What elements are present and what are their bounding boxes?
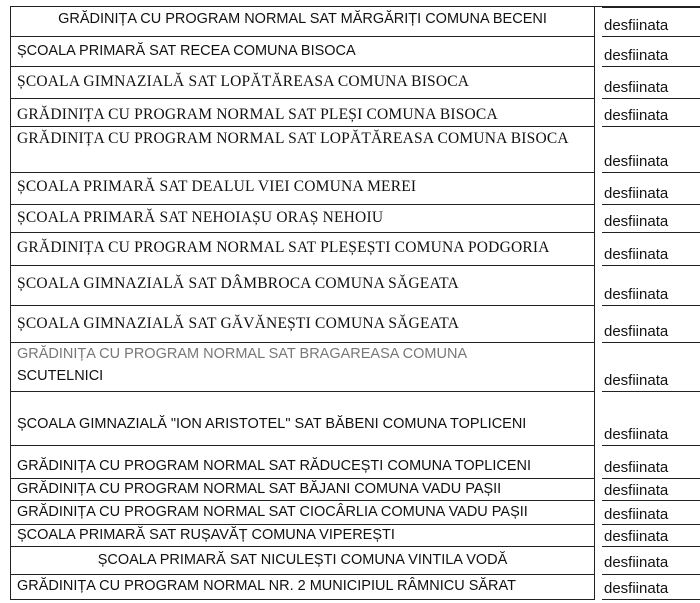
- status-cell: desfiinata: [602, 173, 700, 205]
- table-row: [10, 547, 700, 575]
- status-cell: desfiinata: [602, 205, 700, 233]
- table-row: [10, 479, 700, 501]
- institution-name: GRĂDINIȚA CU PROGRAM NORMAL SAT RĂDUCEȘTI COMUNA TOPLICENI: [10, 446, 595, 479]
- institution-name: GRĂDINIȚA CU PROGRAM NORMAL SAT CIOCÂRLIA COMUNA VADU PAȘII: [10, 501, 595, 525]
- status-cell: desfiinata: [602, 36, 700, 67]
- status-cell: desfiinata: [602, 7, 700, 37]
- institution-name: ȘCOALA GIMNAZIALĂ SAT LOPĂTĂREASA COMUNA BISOCA: [10, 67, 595, 99]
- status-cell: desfiinata: [602, 266, 700, 306]
- institution-name: GRĂDINIȚA CU PROGRAM NORMAL SAT PLEȘI COMUNA BISOCA: [10, 99, 595, 127]
- status-cell: desfiinata: [602, 343, 700, 392]
- institution-name: ȘCOALA GIMNAZIALĂ "ION ARISTOTEL" SAT BĂBENI COMUNA TOPLICENI: [10, 392, 595, 446]
- status-cell: desfiinata: [602, 575, 700, 600]
- table-row: [10, 392, 700, 446]
- status-cell: desfiinata: [602, 501, 700, 525]
- table-row: [10, 306, 700, 343]
- institution-name: ȘCOALA PRIMARĂ SAT RECEA COMUNA BISOCA: [10, 36, 595, 67]
- institution-name: GRĂDINIȚA CU PROGRAM NORMAL SAT LOPĂTĂREASA COMUNA BISOCA: [10, 127, 595, 173]
- institution-name: ȘCOALA GIMNAZIALĂ SAT DÂMBROCA COMUNA SĂGEATA: [10, 266, 595, 306]
- table-row: [10, 173, 700, 205]
- table-row: [10, 127, 700, 173]
- table-row: [10, 343, 700, 392]
- table-row: [10, 575, 700, 600]
- institution-name: ȘCOALA PRIMARĂ SAT NEHOIAȘU ORAȘ NEHOIU: [10, 205, 595, 233]
- table-row: [10, 233, 700, 266]
- table-row: [10, 446, 700, 479]
- institution-name: GRĂDINIȚA CU PROGRAM NORMAL SAT PLEȘEȘTI COMUNA PODGORIA: [10, 233, 595, 266]
- table-row: [10, 67, 700, 99]
- status-cell: desfiinata: [602, 525, 700, 547]
- institution-name: GRĂDINIȚA CU PROGRAM NORMAL SAT BRAGAREASA COMUNA: [17, 346, 468, 362]
- institution-name-cell: [10, 343, 595, 392]
- institution-name: GRĂDINIȚA CU PROGRAM NORMAL NR. 2 MUNICIPIUL RÂMNICU SĂRAT: [10, 575, 595, 600]
- status-cell: desfiinata: [602, 67, 700, 99]
- institution-name: ȘCOALA PRIMARĂ SAT RUȘAVĂȚ COMUNA VIPEREȘTI: [10, 525, 595, 547]
- status-cell: desfiinata: [602, 479, 700, 501]
- institution-name: ȘCOALA PRIMARĂ SAT DEALUL VIEI COMUNA MEREI: [10, 173, 595, 205]
- table-row: [10, 501, 700, 525]
- table-row: [10, 99, 700, 127]
- institution-name-continued: SCUTELNICI: [17, 368, 104, 384]
- status-cell: desfiinata: [602, 99, 700, 127]
- table-row: [10, 6, 700, 37]
- status-cell: desfiinata: [602, 127, 700, 173]
- status-cell: desfiinata: [602, 233, 700, 266]
- status-cell: desfiinata: [602, 547, 700, 575]
- status-cell: desfiinata: [602, 446, 700, 479]
- institution-name: GRĂDINIȚA CU PROGRAM NORMAL SAT BĂJANI COMUNA VADU PAȘII: [10, 479, 595, 501]
- status-cell: desfiinata: [602, 306, 700, 343]
- institution-name: ȘCOALA GIMNAZIALĂ SAT GĂVĂNEȘTI COMUNA SĂGEATA: [10, 306, 595, 343]
- table-row: [10, 205, 700, 233]
- table-row: [10, 266, 700, 306]
- table-row: [10, 525, 700, 547]
- status-cell: desfiinata: [602, 392, 700, 446]
- institution-name: ȘCOALA PRIMARĂ SAT NICULEȘTI COMUNA VINTILA VODĂ: [10, 547, 595, 575]
- table-row: [10, 36, 700, 67]
- institution-name: GRĂDINIȚA CU PROGRAM NORMAL SAT MĂRGĂRIȚI COMUNA BECENI: [10, 7, 595, 37]
